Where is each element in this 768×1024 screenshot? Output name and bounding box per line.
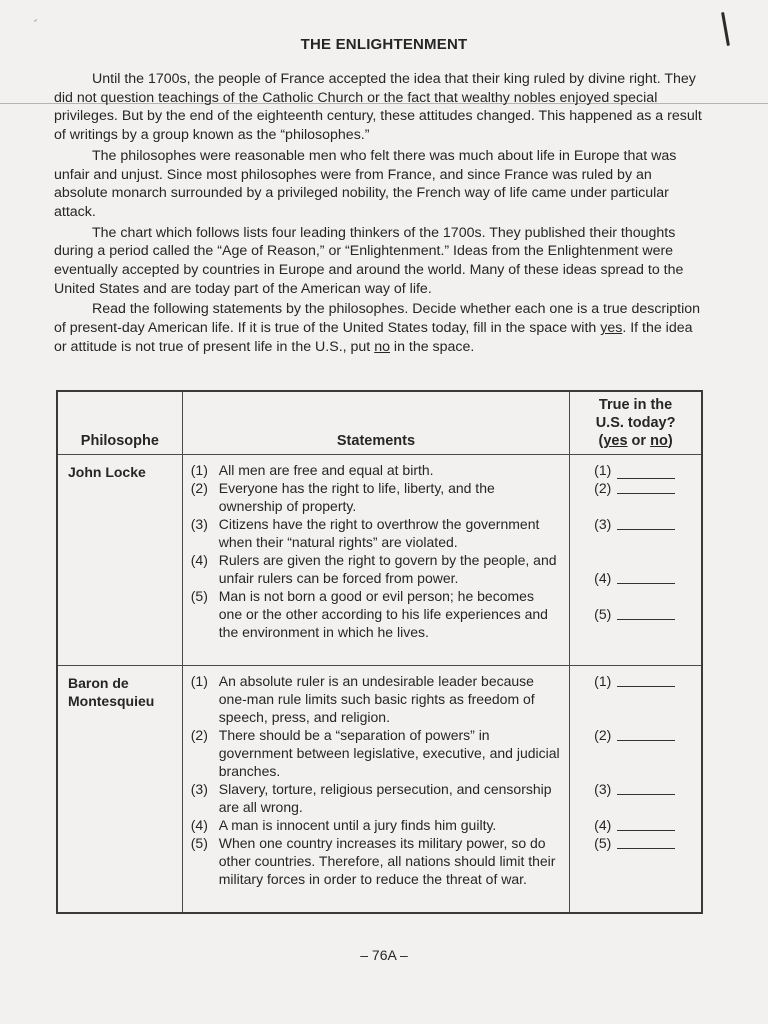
- table-row-montesquieu: [57, 666, 702, 914]
- answer-blank[interactable]: [617, 780, 675, 795]
- answer-number: (3): [594, 781, 612, 797]
- page-number: – 76A –: [360, 947, 408, 963]
- header-yes: yes: [603, 433, 628, 449]
- statement-text: Citizens have the right to overthrow the government when their “natural rights” are violated.: [218, 516, 540, 550]
- answer-blank[interactable]: [617, 479, 675, 494]
- answer-blank[interactable]: [617, 834, 675, 849]
- answer-blank[interactable]: [617, 605, 675, 620]
- statement-text: A man is innocent until a jury finds him guilty.: [218, 817, 497, 833]
- statement: [191, 587, 561, 641]
- statement: [191, 726, 561, 780]
- answer-number: (5): [594, 606, 612, 622]
- answer-line[interactable]: [594, 461, 695, 479]
- statement-number: (5): [190, 588, 208, 604]
- instructions-part1: Read the following statements by the philosophes. Decide whether each one is a true description of present-day American life. If it is true of the United States today, fill in the space with: [54, 301, 701, 337]
- statement-number: (2): [190, 727, 208, 743]
- instructions-part3: in the space.: [389, 338, 475, 355]
- statement-text: Man is not born a good or evil person; he becomes one or the other according to his life experiences and the environment in which he lives.: [218, 588, 548, 640]
- paragraph-3: The chart which follows lists four leading thinkers of the 1700s. They published their thoughts during a period called the “Age of Reason,” or “Enlightenment.” Ideas from the Enlightenment were eventually accepted by countries in Europe and around the world. Many of these ideas spread to the United States and are today part of the American way of life.: [54, 224, 684, 297]
- philosophes-chart: [56, 390, 703, 914]
- header-statements: Statements: [182, 391, 569, 455]
- paragraph-1: Until the 1700s, the people of France accepted the idea that their king ruled by divine right. They did not question teachings of the Catholic Church or the fact that wealthy nobles enjoyed special privileges. But by the end of the eighteenth century, these attitudes changed. This happened as a result of writings by a group known as the “philosophes.”: [54, 71, 702, 144]
- answer-blank[interactable]: [617, 515, 675, 530]
- statement-text: An absolute ruler is an undesirable leader because one-man rule limits such basic rights as freedom of speech, press, and religion.: [218, 673, 535, 725]
- statement: [191, 515, 561, 551]
- page-title: THE ENLIGHTENMENT: [300, 36, 468, 53]
- header-true-line1: True in the: [598, 397, 673, 413]
- answer-line[interactable]: [594, 780, 695, 816]
- statement-number: (1): [190, 462, 208, 478]
- statement: [191, 672, 561, 726]
- header-true-in-us: [570, 391, 702, 455]
- statement-number: (1): [190, 673, 208, 689]
- statement: [191, 780, 561, 816]
- answer-blank[interactable]: [617, 816, 675, 831]
- answer-blank[interactable]: [617, 726, 675, 741]
- statement-text: Slavery, torture, religious persecution, and censorship are all wrong.: [218, 781, 552, 815]
- statement-number: (3): [190, 781, 208, 797]
- page-speck: [34, 19, 37, 22]
- paren-open: (: [598, 433, 604, 449]
- statement-number: (4): [190, 552, 208, 568]
- table-row-locke: [57, 455, 702, 666]
- statement-text: Rulers are given the right to govern by the people, and unfair rulers can be forced from power.: [218, 552, 557, 586]
- statement-number: (2): [190, 480, 208, 496]
- answer-line[interactable]: [594, 569, 695, 605]
- header-true-line2: U.S. today?: [595, 415, 676, 431]
- statement-number: (5): [190, 835, 208, 851]
- answer-number: (5): [594, 835, 612, 851]
- philosophe-name: Baron de Montesquieu: [57, 666, 182, 914]
- instructions-no: no: [374, 338, 390, 355]
- answer-number: (1): [594, 462, 612, 478]
- header-or: or: [627, 433, 651, 449]
- answer-line[interactable]: [594, 834, 695, 906]
- answer-number: (2): [594, 727, 612, 743]
- answer-number: (2): [594, 480, 612, 496]
- header-philosophe: Philosophe: [57, 391, 182, 455]
- statement-text: When one country increases its military power, so do other countries. Therefore, all nations should limit their military forces in order to reduce the threat of war.: [218, 835, 556, 887]
- statements-cell: [182, 666, 569, 914]
- statement-text: All men are free and equal at birth.: [218, 462, 434, 478]
- statement-text: There should be a “separation of powers” in government between legislative, executive, and judicial branches.: [218, 727, 560, 779]
- answer-number: (4): [594, 570, 612, 586]
- answer-blank[interactable]: [617, 672, 675, 687]
- answer-line[interactable]: [594, 726, 695, 780]
- statement: [191, 479, 561, 515]
- answer-blank[interactable]: [617, 569, 675, 584]
- statement-number: (4): [190, 817, 208, 833]
- header-no: no: [650, 433, 668, 449]
- header-yes-no: [576, 432, 695, 450]
- answer-line[interactable]: [594, 816, 695, 834]
- answer-number: (3): [594, 516, 612, 532]
- instructions-yes: yes: [600, 320, 623, 337]
- statements-cell: [182, 455, 569, 666]
- instructions-part2: . If the idea or attitude is not true of present life in the U.S., put: [54, 320, 693, 355]
- intro-text: [54, 70, 704, 359]
- statement: [191, 551, 561, 587]
- statement: [191, 834, 561, 888]
- answer-line[interactable]: [594, 515, 695, 569]
- philosophe-name: John Locke: [57, 455, 182, 666]
- answer-number: (1): [594, 673, 612, 689]
- statement-number: (3): [190, 516, 208, 532]
- answers-cell: [570, 666, 702, 914]
- answer-number: (4): [594, 817, 612, 833]
- answer-line[interactable]: [594, 605, 695, 659]
- statement: [191, 461, 561, 479]
- answer-blank[interactable]: [617, 464, 675, 479]
- statement: [191, 816, 561, 834]
- instructions-paragraph: [54, 300, 704, 356]
- answers-cell: [570, 455, 702, 666]
- statement-text: Everyone has the right to life, liberty, and the ownership of property.: [218, 480, 495, 514]
- chart-header-row: [57, 391, 702, 455]
- answer-line[interactable]: [594, 479, 695, 515]
- paren-close: ): [667, 433, 673, 449]
- paragraph-2: The philosophes were reasonable men who felt there was much about life in Europe that was unfair and unjust. Since most philosophes were from France, and since France was ruled by an absolute monarch surrounded by a privileged nobility, the French way of life came under particular attack.: [54, 147, 677, 220]
- answer-line[interactable]: [594, 672, 695, 726]
